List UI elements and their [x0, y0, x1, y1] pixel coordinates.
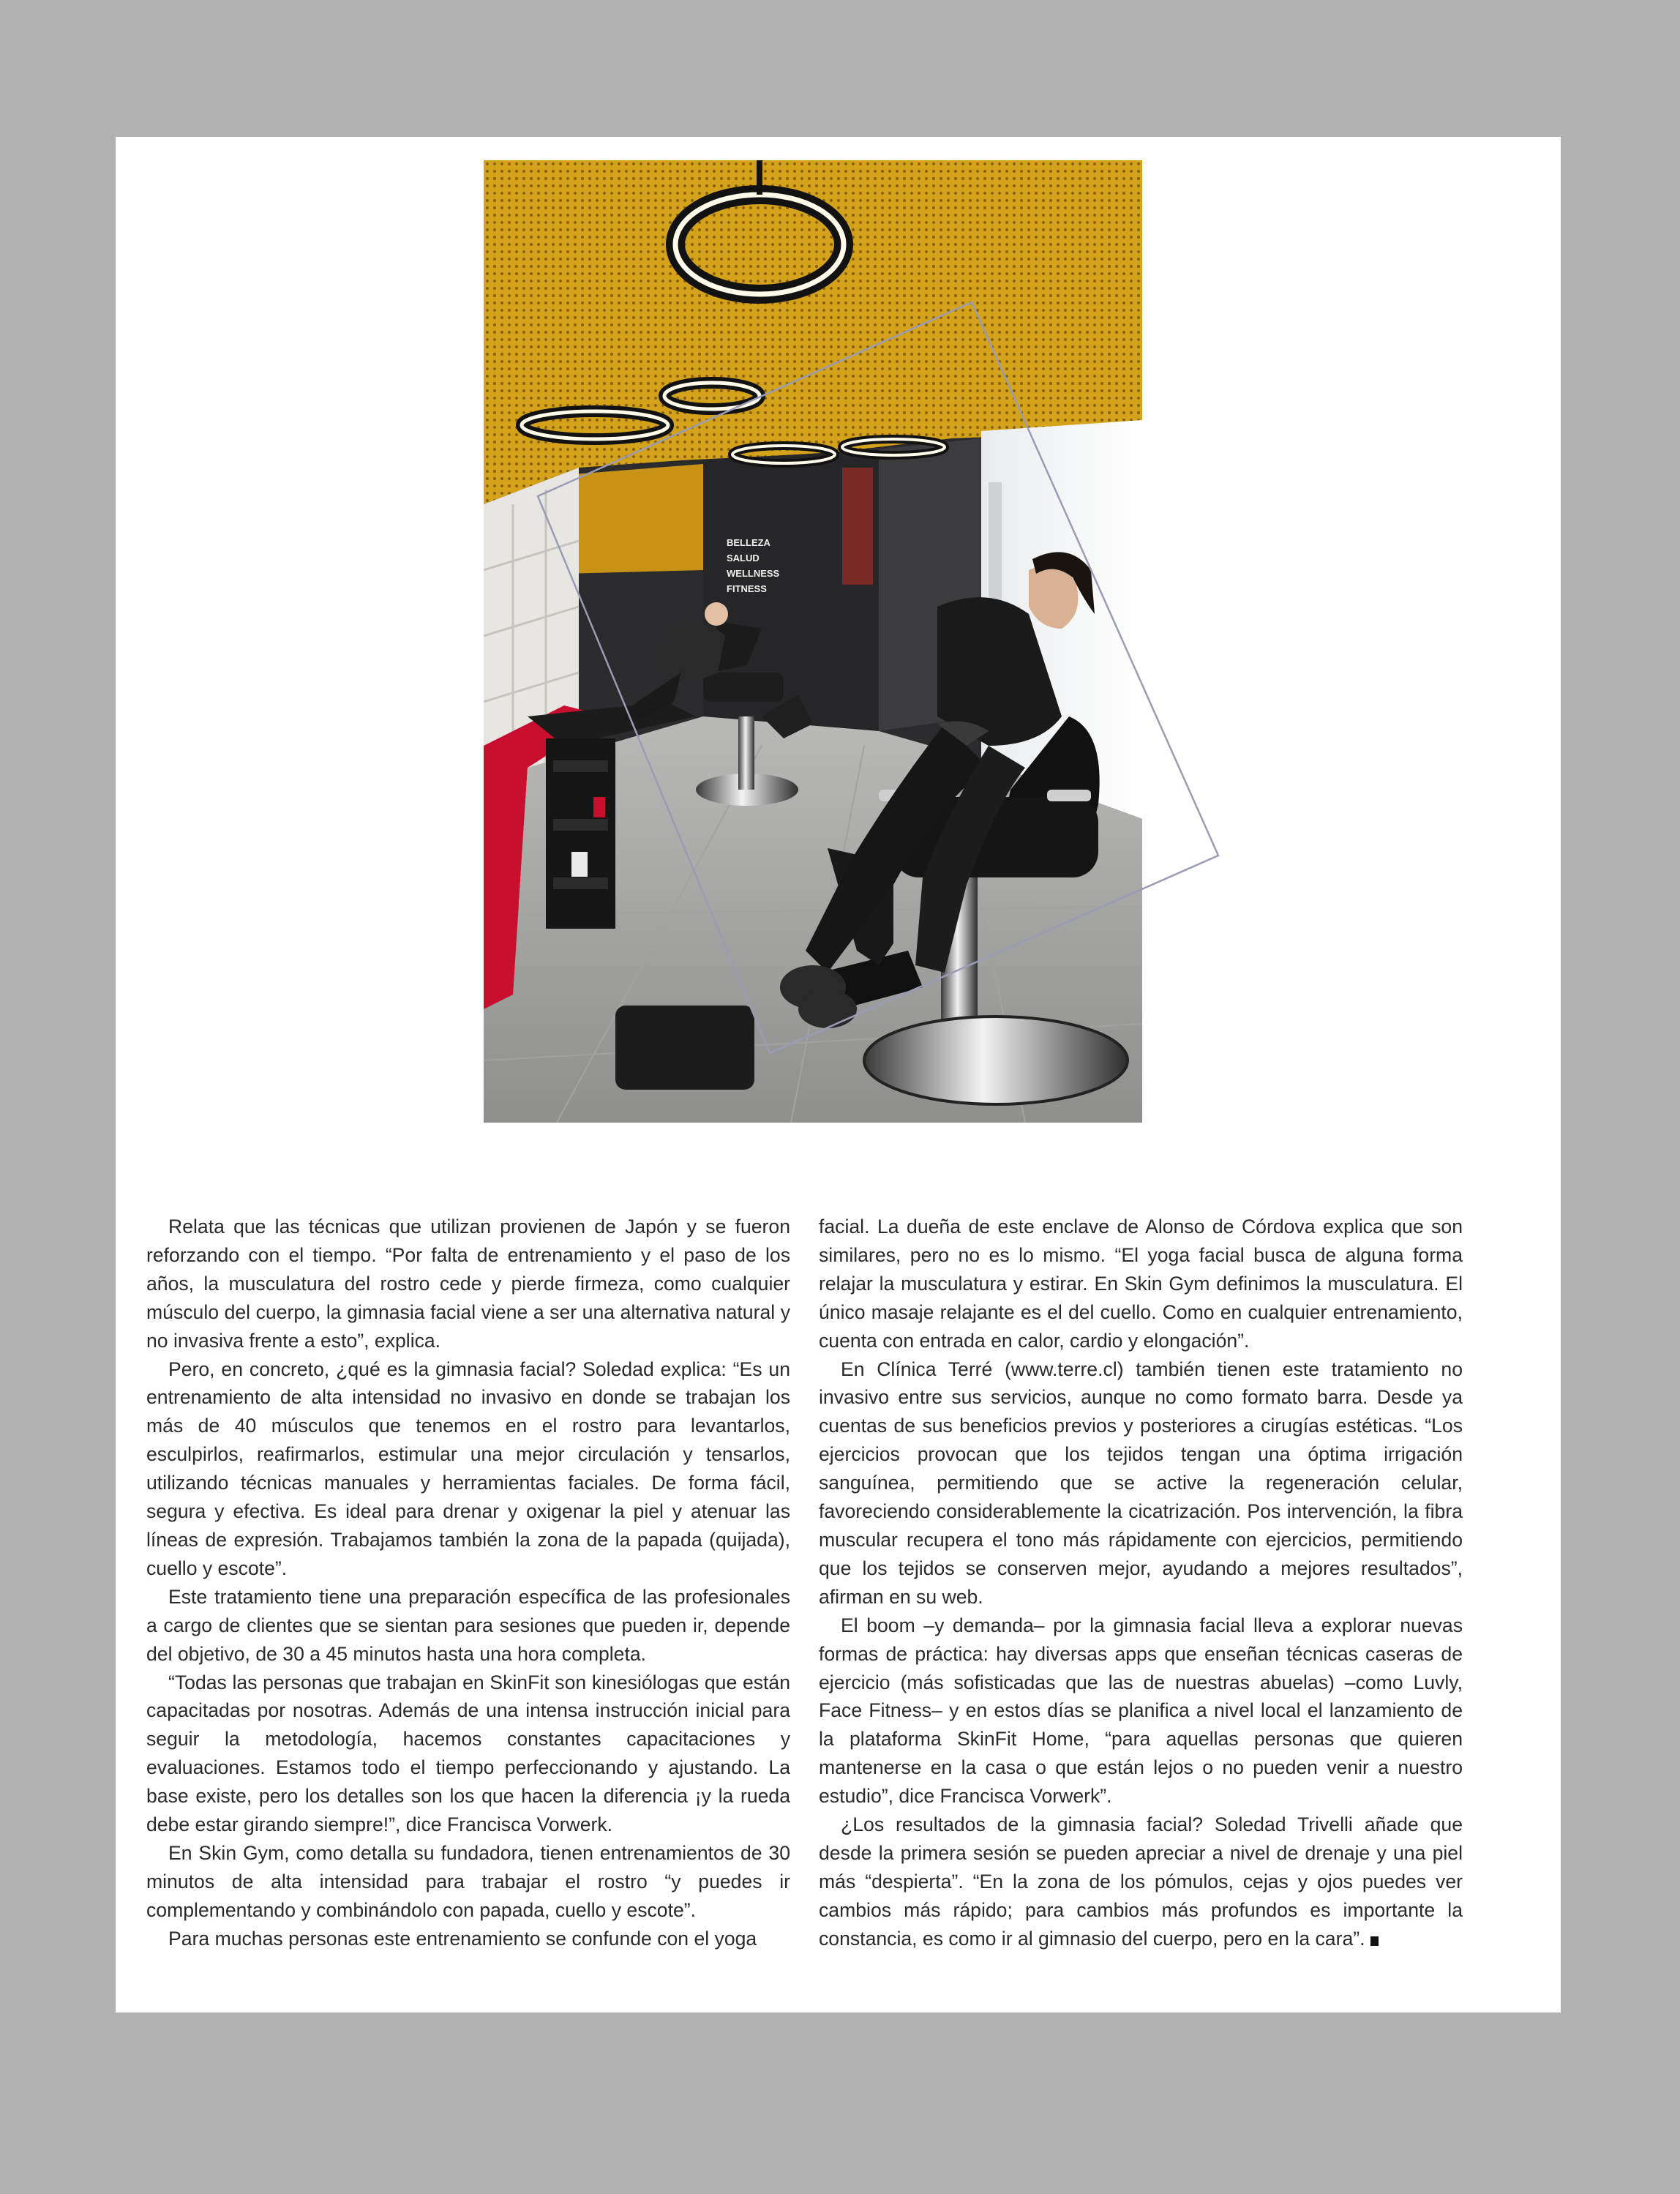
magazine-page: [116, 137, 1561, 2013]
wall-sign-line: WELLNESS: [727, 568, 780, 579]
article-paragraph: “Todas las personas que trabajan en SkinFit son kinesiólogas que están capacitadas por nosotras. Además de una intensa instrucción inicial para seguir la metodología, hacemos constantes capacitaciones y evaluaciones. Estamos todo el tiempo perfeccionando y ajustando. La base existe, pero los detalles son los que hacen la diferencia ¡y la rueda debe estar girando siempre!”, dice Francisca Vorwerk.: [146, 1671, 790, 1836]
article-paragraph: En Clínica Terré (www.terre.cl) también tienen este tratamiento no invasivo entre sus servicios, aunque no como formato barra. Desde ya cuentas de sus beneficios previos y posteriores a cirugías estéticas. “Los ejercicios provocan que los tejidos tengan una óptima irrigación sanguínea, permitiendo que se active la regeneración celular, favoreciendo considerablemente la cicatrización. Pos intervención, la fibra muscular recupera el tono más rápidamente con ejercicios, permitiendo que los tejidos se conserven mejor, ayudando a mejores resultados”, afirman en su web.: [819, 1358, 1463, 1608]
article-paragraph-final: [819, 1811, 1463, 1953]
end-of-article-mark: [1370, 1936, 1379, 1946]
wall-sign-line: FITNESS: [727, 583, 767, 594]
article-right-column: [819, 1213, 1463, 1953]
article-paragraph-continuation: facial. La dueña de este enclave de Alonso de Córdova explica que son similares, pero no es lo mismo. “El yoga facial busca de alguna forma relajar la musculatura y estirar. En Skin Gym definimos la musculatura. El único masaje relajante es el del cuello. Como en cualquier entrenamiento, cuenta con entrada en calor, cardio y elongación”.: [819, 1216, 1463, 1352]
wall-sign-line: BELLEZA: [727, 537, 770, 548]
article-paragraph: Relata que las técnicas que utilizan provienen de Japón y se fueron reforzando con el tiempo. “Por falta de entrenamiento y el paso de los años, la musculatura del rostro cede y pierde firmeza, como cualquier músculo del cuerpo, la gimnasia facial viene a ser una alternativa natural y no invasiva frente a esto”, explica.: [146, 1216, 790, 1352]
article-paragraph: Para muchas personas este entrenamiento se confunde con el yoga: [168, 1927, 757, 1950]
article-paragraph: En Skin Gym, como detalla su fundadora, tienen entrenamientos de 30 minutos de alta intensidad para trabajar el rostro “y puedes ir complementando y combinándolo con papada, cuello y escote”.: [146, 1841, 790, 1921]
facial-gym-studio-illustration: [484, 160, 1142, 1123]
article-final-text: ¿Los resultados de la gimnasia facial? Soledad Trivelli añade que desde la primera sesión se pueden apreciar a nivel de drenaje y una piel más “despierta”. “En la zona de los pómulos, cejas y ojos puedes ver cambios más rápido; para cambios más profundos es importante la constancia, es como ir al gimnasio del cuerpo, pero en la cara”.: [819, 1813, 1463, 1950]
article-paragraph: El boom –y demanda– por la gimnasia facial lleva a explorar nuevas formas de práctica: hay diversas apps que enseñan técnicas caseras de ejercicio (más sofisticadas que las de nuestras abuelas) –como Luvly, Face Fitness– y en estos días se planifica a nivel local el lanzamiento de la plataforma SkinFit Home, “para aquellas personas que quieren mantenerse en la casa o que están lejos o no pueden venir a nuestro estudio”, dice Francisca Vorwerk”.: [819, 1614, 1463, 1808]
article-paragraph: Pero, en concreto, ¿qué es la gimnasia facial? Soledad explica: “Es un entrenamiento de alta intensidad no invasivo en donde se trabajan los más de 40 músculos que tenemos en el rostro para levantarlos, esculpirlos, reafirmarlos, estimular una mejor circulación y tensarlos, utilizando técnicas manuales y herramientas faciales. De forma fácil, segura y efectiva. Es ideal para drenar y oxigenar la piel y atenuar las líneas de expresión. Trabajamos también la zona de la papada (quijada), cuello y escote”.: [146, 1358, 790, 1579]
article-paragraph: Este tratamiento tiene una preparación específica de las profesionales a cargo de clientes que se sientan para sesiones que pueden ir, depende del objetivo, de 30 a 45 minutos hasta una hora completa.: [146, 1585, 790, 1665]
studio-photo: [484, 160, 1142, 1123]
wall-sign-line: SALUD: [727, 553, 760, 564]
article-left-column: [146, 1213, 790, 1953]
